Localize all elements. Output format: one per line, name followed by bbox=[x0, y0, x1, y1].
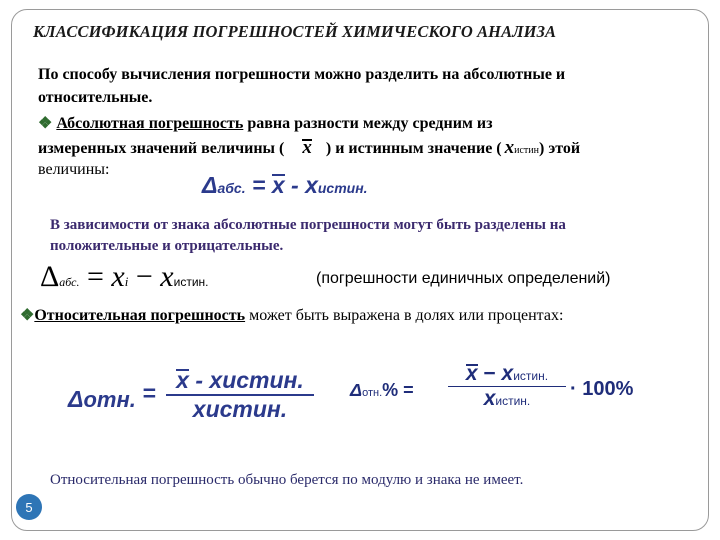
x-true: x bbox=[209, 367, 223, 393]
slide-title: КЛАССИФИКАЦИЯ ПОГРЕШНОСТЕЙ ХИМИЧЕСКОГО АНАЛИЗА bbox=[33, 22, 557, 41]
equals-sign: = bbox=[142, 380, 156, 406]
formula3-fraction bbox=[166, 367, 314, 423]
x-true-symbol: x bbox=[504, 137, 515, 158]
delta-symbol: Δ bbox=[68, 386, 84, 412]
absolute-definition-line-2 bbox=[38, 137, 580, 159]
delta-symbol: Δ bbox=[40, 260, 60, 293]
num-sub: истин. bbox=[513, 369, 549, 383]
intro-line-2: относительные. bbox=[38, 89, 153, 106]
relative-term: Относительная погрешность bbox=[34, 307, 246, 324]
absolute-line1-rest: равна разности между средним из bbox=[243, 115, 493, 132]
footer-note: Относительная погрешность обычно берется по модулю и знака не имеет. bbox=[50, 472, 524, 488]
formula4-sub: отн. bbox=[362, 387, 383, 399]
x-true: x bbox=[501, 362, 514, 385]
bullet-icon: ❖ bbox=[38, 115, 53, 132]
formula3-denominator bbox=[193, 396, 287, 423]
x-mean: x bbox=[465, 362, 478, 385]
formula2-sub: абс. bbox=[59, 275, 80, 289]
index-i: i bbox=[124, 274, 129, 289]
absolute-line2-a: измеренных значений величины ( bbox=[38, 140, 285, 157]
formula-absolute-single bbox=[40, 260, 209, 294]
absolute-definition-line-1 bbox=[38, 113, 493, 133]
den-sub: истин. bbox=[495, 394, 531, 408]
den-sub: истин. bbox=[205, 396, 288, 422]
sign-note-line-1: В зависимости от знака абсолютные погрешности могут быть разделены на bbox=[50, 217, 566, 233]
formula4-fraction bbox=[448, 362, 566, 411]
minus-sign: − bbox=[135, 260, 153, 293]
intro-line-1: По способу вычисления погрешности можно разделить на абсолютные и bbox=[38, 66, 566, 83]
formula1-sub: абс. bbox=[217, 180, 246, 196]
x-mean: x bbox=[176, 367, 189, 393]
x-mean: x bbox=[271, 172, 285, 198]
formula-absolute-mean bbox=[202, 172, 368, 199]
equals-sign: = bbox=[251, 172, 266, 198]
formula3-left bbox=[68, 380, 156, 413]
formula4-numerator bbox=[466, 362, 548, 386]
x-true: x bbox=[483, 387, 496, 410]
formula4-right bbox=[570, 378, 633, 401]
formula4-left bbox=[350, 380, 414, 401]
absolute-term: Абсолютная погрешность bbox=[56, 115, 244, 132]
relative-definition bbox=[20, 305, 563, 325]
equals-sign: = bbox=[403, 380, 414, 400]
delta-symbol: Δ bbox=[350, 380, 363, 400]
formula4-denominator bbox=[484, 387, 531, 411]
minus-sign: - bbox=[291, 172, 299, 198]
slide-number-badge: 5 bbox=[16, 494, 42, 520]
minus-sign: - bbox=[195, 367, 204, 393]
x-mean-symbol: x bbox=[302, 137, 312, 158]
x-true: x bbox=[160, 260, 174, 293]
relative-rest: может быть выражена в долях или процентах: bbox=[245, 307, 564, 324]
equals-sign: = bbox=[87, 260, 104, 293]
formula1-sub2: истин. bbox=[317, 180, 368, 196]
times-sign: · bbox=[570, 378, 577, 400]
num-sub: истин. bbox=[222, 367, 304, 393]
delta-symbol: Δ bbox=[202, 172, 218, 198]
x-true: x bbox=[305, 172, 318, 198]
formula2-sub2: истин. bbox=[173, 275, 209, 289]
bullet-icon: ❖ bbox=[20, 307, 35, 324]
sign-note-line-2: положительные и отрицательные. bbox=[50, 238, 284, 254]
x-true: x bbox=[192, 396, 206, 422]
single-determination-note: (погрешности единичных определений) bbox=[316, 270, 611, 287]
formula3-numerator bbox=[176, 367, 304, 394]
percent-sign: % bbox=[382, 380, 399, 400]
minus-sign: − bbox=[483, 362, 496, 385]
absolute-definition-line-3: величины: bbox=[38, 161, 110, 178]
absolute-line2-b: ) и истинным значение ( bbox=[325, 140, 502, 157]
formula3-sub: отн. bbox=[83, 387, 136, 412]
x-true-sub: истин bbox=[514, 145, 540, 156]
absolute-line2-c: ) этой bbox=[539, 140, 581, 157]
x-i: x bbox=[111, 260, 125, 293]
hundred-percent: 100% bbox=[582, 378, 634, 400]
